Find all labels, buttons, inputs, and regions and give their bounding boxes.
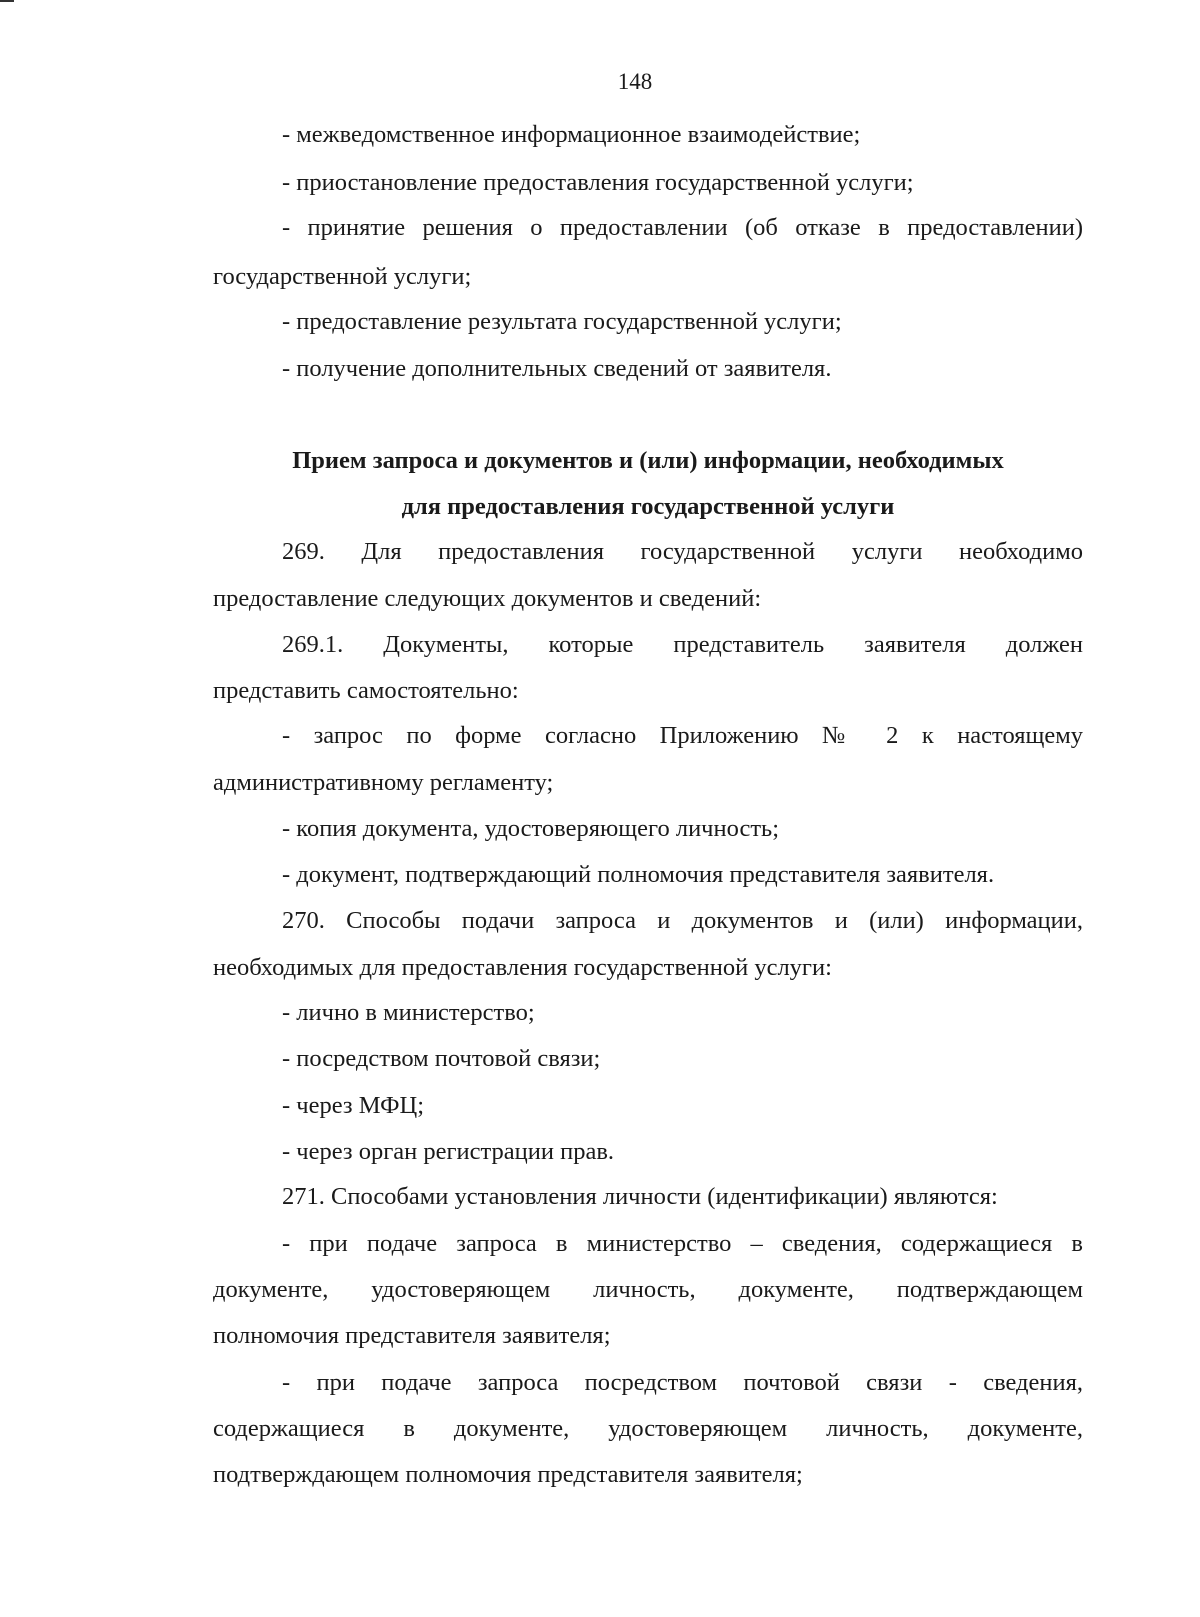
list-item-continuation: содержащиеся в документе, удостоверяющем личность, документе,	[213, 1415, 1083, 1442]
list-item: - документ, подтверждающий полномочия представителя заявителя.	[282, 861, 995, 888]
list-item: - посредством почтовой связи;	[282, 1045, 601, 1072]
list-item: - через МФЦ;	[282, 1092, 425, 1119]
list-item: - межведомственное информационное взаимодействие;	[282, 121, 861, 148]
list-item: - принятие решения о предоставлении (об отказе в предоставлении)	[282, 214, 1083, 241]
paragraph-269-1: 269.1. Документы, которые представитель заявителя должен	[282, 631, 1083, 658]
list-item-continuation: полномочия представителя заявителя;	[213, 1322, 611, 1349]
list-item: - лично в министерство;	[282, 999, 535, 1026]
paragraph-270: 270. Способы подачи запроса и документов и (или) информации,	[282, 907, 1083, 934]
paragraph-269: 269. Для предоставления государственной услуги необходимо	[282, 538, 1083, 565]
list-item-continuation: административному регламенту;	[213, 769, 554, 796]
section-heading-line-2: для предоставления государственной услуги	[401, 493, 895, 520]
list-item: - при подаче запроса в министерство – сведения, содержащиеся в	[282, 1230, 1083, 1257]
scan-corner-mark	[0, 0, 14, 2]
list-item-continuation: документе, удостоверяющем личность, документе, подтверждающем	[213, 1276, 1083, 1303]
list-item: - получение дополнительных сведений от заявителя.	[282, 355, 832, 382]
list-item: - запрос по форме согласно Приложению № 2 к настоящему	[282, 722, 1083, 749]
list-item: - через орган регистрации прав.	[282, 1138, 615, 1165]
paragraph-269-continuation: предоставление следующих документов и сведений:	[213, 585, 762, 612]
page-number: 148	[617, 69, 653, 94]
paragraph-270-continuation: необходимых для предоставления государственной услуги:	[213, 954, 832, 981]
list-item-continuation: подтверждающем полномочия представителя заявителя;	[213, 1461, 803, 1488]
section-heading-line-1: Прием запроса и документов и (или) информации, необходимых	[292, 447, 1004, 474]
paragraph-269-1-continuation: представить самостоятельно:	[213, 677, 519, 704]
paragraph-271: 271. Способами установления личности (идентификации) являются:	[282, 1183, 998, 1210]
list-item: - предоставление результата государственной услуги;	[282, 308, 842, 335]
list-item-continuation: государственной услуги;	[213, 263, 472, 290]
list-item: - приостановление предоставления государственной услуги;	[282, 169, 914, 196]
list-item: - при подаче запроса посредством почтовой связи - сведения,	[282, 1369, 1083, 1396]
list-item: - копия документа, удостоверяющего личность;	[282, 815, 780, 842]
